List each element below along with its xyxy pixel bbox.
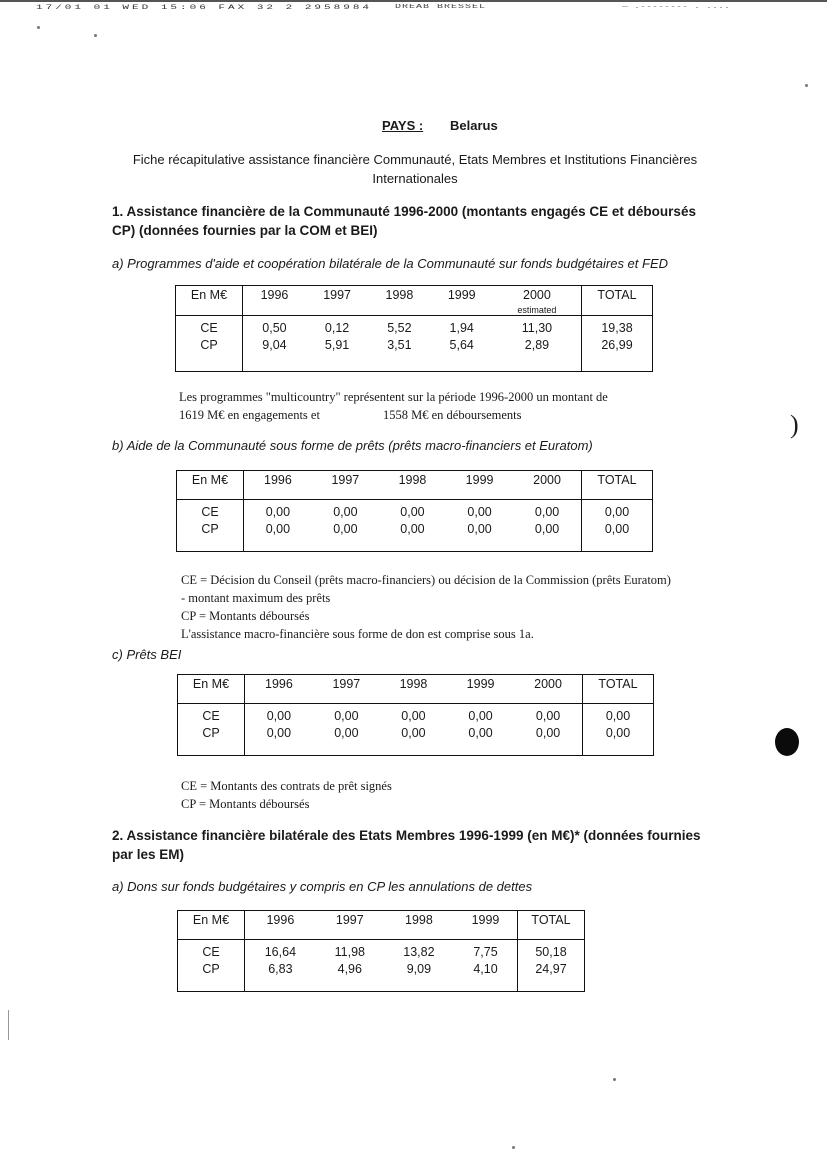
cell: 24,97 (535, 962, 567, 976)
scan-speck (37, 26, 40, 29)
total-header: TOTAL (582, 471, 653, 500)
cell: 0,00 (266, 709, 292, 723)
row-labels (178, 704, 245, 756)
col-total (518, 940, 585, 992)
year-header: 1996 (243, 286, 306, 316)
row-labels (176, 316, 243, 372)
cell: 0,00 (265, 505, 291, 519)
cell: 0,00 (400, 505, 425, 519)
year-header: 1999 (431, 286, 493, 316)
col-1996 (245, 704, 313, 756)
binder-hole (775, 728, 799, 756)
cell: 2,89 (524, 338, 550, 352)
cell: 0,00 (604, 522, 630, 536)
year-header: 1997 (316, 911, 384, 940)
col-2000 (493, 316, 582, 372)
note-cp-definition: CP = Montants déboursés (181, 609, 310, 623)
cell: 5,64 (449, 338, 474, 352)
year-header: 1998 (380, 675, 447, 704)
col-1998 (384, 940, 454, 992)
year-label: 2000 (523, 288, 551, 302)
cell: 3,51 (387, 338, 412, 352)
row-label-ce: CE (202, 945, 220, 959)
col-1999 (454, 940, 518, 992)
section-2a-title: a) Dons sur fonds budgétaires y compris en CP les annulations de dettes (112, 879, 533, 894)
cell: 0,00 (401, 726, 426, 740)
section-1c-notes (181, 777, 392, 813)
col-1996 (244, 500, 312, 552)
col-1998 (379, 500, 446, 552)
cell: 0,00 (467, 505, 492, 519)
col-1998 (380, 704, 447, 756)
cell: 9,09 (406, 962, 432, 976)
fax-top-rule (0, 0, 827, 2)
row-label-cp: CP (202, 962, 220, 976)
scan-speck (512, 1146, 515, 1149)
section-1b-title: b) Aide de la Communauté sous forme de prêts (prêts macro-financiers et Euratom) (112, 438, 593, 453)
cell: 6,83 (268, 962, 293, 976)
year-header: 1998 (384, 911, 454, 940)
section-1b-notes (181, 571, 671, 643)
cell: 0,00 (333, 505, 358, 519)
year-header: 1999 (447, 675, 514, 704)
total-header: TOTAL (583, 675, 654, 704)
row-label-ce: CE (202, 709, 220, 723)
unit-header: En M€ (176, 286, 243, 316)
row-label-ce: CE (201, 505, 219, 519)
cell: 0,50 (262, 321, 287, 335)
year-header: 1999 (446, 471, 513, 500)
scan-speck (805, 84, 808, 87)
col-total (582, 316, 653, 372)
note-max-amount: - montant maximum des prêts (181, 591, 331, 605)
cell: 0,00 (334, 726, 359, 740)
note-macro-financial: L'assistance macro-financière sous forme de don est comprise sous 1a. (181, 627, 534, 641)
row-label-ce: CE (200, 321, 218, 335)
year-header: 1996 (245, 675, 313, 704)
year-header: 1997 (313, 675, 380, 704)
row-label-cp: CP (202, 726, 220, 740)
cell: 0,00 (401, 709, 426, 723)
col-1999 (447, 704, 514, 756)
cell: 0,00 (265, 522, 291, 536)
cell: 0,00 (468, 709, 493, 723)
col-1997 (312, 500, 379, 552)
unit-header: En M€ (177, 471, 244, 500)
unit-header: En M€ (178, 911, 245, 940)
row-labels (178, 940, 245, 992)
cell: 1,94 (449, 321, 474, 335)
cell: 0,00 (334, 709, 359, 723)
note-cp-disbursed: CP = Montants déboursés (181, 797, 310, 811)
col-1997 (313, 704, 380, 756)
year-header: 1996 (245, 911, 316, 940)
cell: 11,30 (521, 321, 553, 335)
row-label-cp: CP (201, 522, 219, 536)
col-1999 (431, 316, 493, 372)
table-2a (177, 910, 585, 992)
cell: 11,98 (334, 945, 365, 959)
col-1997 (316, 940, 384, 992)
cell: 0,00 (468, 726, 493, 740)
note-ce-definition: CE = Décision du Conseil (prêts macro-financiers) ou décision de la Commission (prêts Euratom) (181, 573, 671, 587)
col-2000 (514, 704, 582, 756)
year-header: 1999 (454, 911, 518, 940)
multicountry-note-line2b: 1558 M€ en déboursements (383, 408, 522, 422)
pays-value: Belarus (450, 118, 498, 133)
col-2000 (513, 500, 581, 552)
cell: 4,96 (337, 962, 362, 976)
col-1998 (368, 316, 430, 372)
cell: 9,04 (262, 338, 287, 352)
cell: 19,38 (601, 321, 633, 335)
fax-header-right: — .-------- . .... (622, 4, 731, 11)
cell: 0,00 (534, 505, 560, 519)
cell: 0,00 (333, 522, 358, 536)
section-1-title: 1. Assistance financière de la Communauté 1996-2000 (montants engagés CE et déboursés CP) (données fournies par la COM et BEI) (112, 204, 696, 238)
total-header: TOTAL (582, 286, 653, 316)
scan-speck (613, 1078, 616, 1081)
col-total (582, 500, 653, 552)
cell: 0,00 (400, 522, 425, 536)
section-2-title: 2. Assistance financière bilatérale des Etats Membres 1996-1999 (en M€)* (données fournies par les EM) (112, 828, 701, 862)
unit-header: En M€ (178, 675, 245, 704)
year-header: 1996 (244, 471, 312, 500)
multicountry-note-line1: Les programmes "multicountry" représentent sur la période 1996-2000 un montant de (179, 390, 608, 404)
col-1999 (446, 500, 513, 552)
table-1c (177, 674, 654, 756)
cell: 7,75 (473, 945, 498, 959)
year-header-2000 (493, 286, 582, 316)
cell: 0,00 (534, 522, 560, 536)
year-header: 1997 (306, 286, 368, 316)
fax-header-middle: DREAB BRESSEL (395, 4, 487, 11)
table-1a (175, 285, 653, 372)
cell: 16,64 (264, 945, 297, 959)
estimated-label: estimated (517, 305, 557, 315)
col-total (583, 704, 654, 756)
multicountry-note-line2a: 1619 M€ en engagements et (179, 408, 320, 422)
row-labels (177, 500, 244, 552)
cell: 0,12 (324, 321, 350, 335)
cell: 0,00 (467, 522, 492, 536)
col-1997 (306, 316, 368, 372)
cell: 5,52 (387, 321, 412, 335)
cell: 4,10 (473, 962, 498, 976)
year-header: 2000 (513, 471, 581, 500)
cell: 0,00 (605, 709, 631, 723)
fax-header-left: 17/01 01 WED 15:06 FAX 32 2 2958984 (36, 4, 373, 12)
cell: 0,00 (266, 726, 292, 740)
table-1b (176, 470, 653, 552)
section-1c-title: c) Prêts BEI (112, 647, 182, 662)
cell: 50,18 (535, 945, 567, 959)
year-header: 1998 (379, 471, 446, 500)
year-header: 2000 (514, 675, 582, 704)
cell: 26,99 (601, 338, 633, 352)
cell: 0,00 (604, 505, 630, 519)
cell: 0,00 (535, 709, 561, 723)
cell: 13,82 (403, 945, 435, 959)
scan-speck (94, 34, 97, 37)
year-header: 1998 (368, 286, 430, 316)
cell: 0,00 (605, 726, 631, 740)
document-subtitle: Fiche récapitulative assistance financière Communauté, Etats Membres et Institutions Financières Internationales (132, 152, 698, 186)
pays-label: PAYS : (382, 118, 424, 133)
row-label-cp: CP (200, 338, 218, 352)
col-1996 (243, 316, 306, 372)
cell: 5,91 (324, 338, 350, 352)
cell: 0,00 (535, 726, 561, 740)
margin-mark: ) (790, 410, 799, 439)
note-ce-contracts: CE = Montants des contrats de prêt signés (181, 779, 392, 793)
scan-artifact (8, 1010, 9, 1040)
section-1a-title: a) Programmes d'aide et coopération bilatérale de la Communauté sur fonds budgétaires et FED (112, 256, 669, 271)
total-header: TOTAL (518, 911, 585, 940)
col-1996 (245, 940, 316, 992)
year-header: 1997 (312, 471, 379, 500)
